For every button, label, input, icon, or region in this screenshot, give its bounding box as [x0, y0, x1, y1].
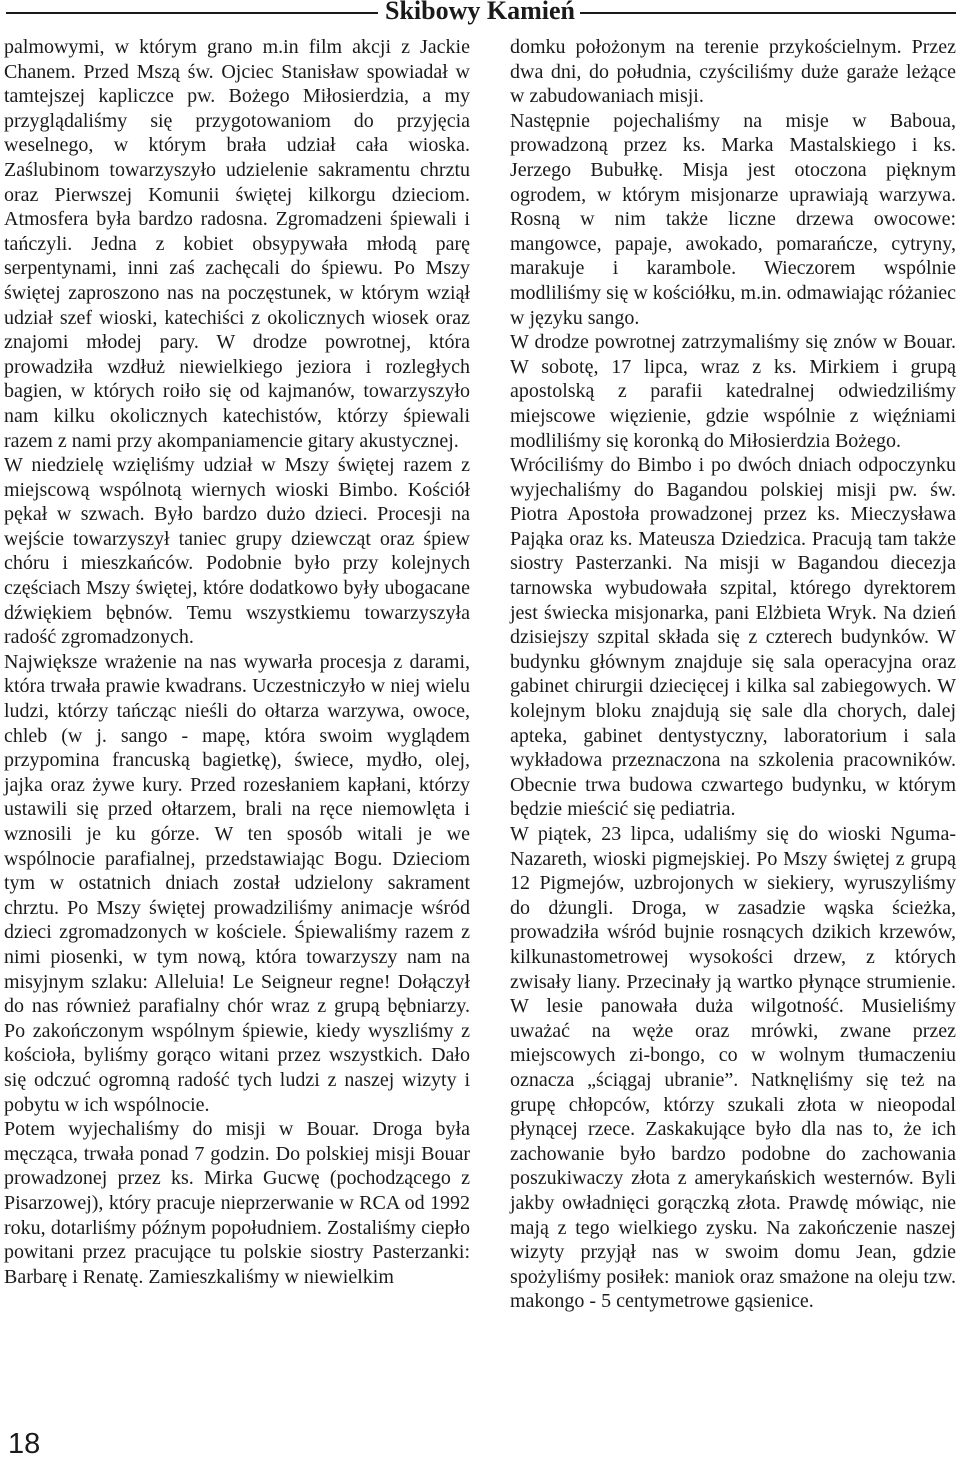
paragraph: domku położonym na terenie przykościelnym. Przez dwa dni, do południa, czyściliśmy duże garaże leżące w zabudowaniach misji. — [510, 36, 956, 108]
header-rule-right — [580, 12, 956, 14]
paragraph: Największe wrażenie na nas wywarła procesja z darami, która trwała prawie kwadrans. Uczestniczyło w niej wielu ludzi, którzy tańcząc nieśli do ołtarza warzywa, owoce, chleb (w j. sango - mapę, która swoim wyglądem przypomina francuską bagietkę), świece, mydło, olej, jajka oraz żywe kury. Przed rozesłaniem kapłani, którzy ustawili się przed ołtarzem, brali na ręce niemowlęta i wznosili je ku górze. W ten sposób witali je we wspólnocie parafialnej, przedstawiając Bogu. Dzieciom tym w ostatnich dniach został udzielony sakrament chrztu. Po Mszy świętej prowadziliśmy animacje wśród dzieci zgromadzonych w kościele. Śpiewaliśmy razem z nimi piosenki, w tym nową, która towarzyszy nam na misyjnym szlaku: Alleluia! Le Seigneur regne! Dołączył do nas również parafialny chór wraz z grupą bębniarzy. Po zakończonym wspólnym śpiewie, kiedy wyszliśmy z kościoła, byliśmy gorąco witani przez wszystkich. Dało się odczuć ogromną radość tych ludzi z naszej wizyty i pobytu w ich wspólnocie. — [4, 650, 470, 1116]
publication-title: Skibowy Kamień — [385, 0, 575, 25]
paragraph: W drodze powrotnej zatrzymaliśmy się znów w Bouar. W sobotę, 17 lipca, wraz z ks. Mirkiem i grupą apostolską z parafii katedralnej odwiedziliśmy miejscowe więzienie, gdzie wspólnie z więźniami modliliśmy się koronką do Miłosierdzia Bożego. — [510, 331, 956, 452]
header-rule-left — [6, 12, 378, 14]
paragraph: Następnie pojechaliśmy na misje w Baboua, prowadzoną przez ks. Marka Mastalskiego i ks. Jerzego Bubułkę. Misja jest otoczona pięknym ogrodem, w którym misjonarze uprawiają warzywa. Rosną w nim także liczne drzewa owocowe: mangowce, papaje, awokado, pomarańcze, cytryny, marakuje i karambole. Wieczorem wspólnie modliliśmy się w kościółku, m.in. odmawiając różaniec w języku sango. — [510, 109, 957, 329]
paragraph: W piątek, 23 lipca, udaliśmy się do wioski Nguma-Nazareth, wioski pigmejskiej. Po Mszy świętej z grupą 12 Pigmejów, uzbrojonych w siekiery, wyruszyliśmy do dżungli. Droga, w zasadzie wąska ścieżka, prowadziła wśród bujnie rosnących dzikich krzewów, kilkunastometrowej wysokości drzew, z których zwisały liany. Przecinały ją wartko płynące strumienie. W lesie panowała duża wilgotność. Musieliśmy uważać na węże oraz mrówki, zwane przez miejscowych zi-bongo, co w wolnym tłumaczeniu oznacza „ściągaj ubranie”. Natknęliśmy się też na grupę chłopców, którzy szukali złota w nieopodal płynącej rzece. Zaskakujące było dla nas to, że ich zachowanie było bardzo podobne do zachowania poszukiwaczy złota z amerykańskich westernów. Byli jakby owładnięci gorączką złota. Prawdę mówiąc, nie mają z tego wielkiego zysku. Na zakończenie naszej wizyty przyjął nas w swoim domu Jean, gdzie spożyliśmy posiłek: maniok oraz smażone na oleju tzw. makongo - 5 centymetrowe gąsienice. — [510, 823, 956, 1313]
paragraph: Wróciliśmy do Bimbo i po dwóch dniach odpoczynku wyjechaliśmy do Bagandou polskiej misji pw. św. Piotra Apostoła prowadzonej przez ks. Mieczysława Pająka oraz ks. Mateusza Dziedzica. Pracują tam także siostry Pasterzanki. Na misji w Bagandou diecezja tarnowska wybudowała szpital, którego dyrektorem jest świecka misjonarka, pani Elżbieta Wryk. Na dzień dzisiejszy szpital składa się z czterech budynków. W budynku głównym znajduje się sala operacyjna oraz gabinet chirurgii dziecięcej i kilka sal zabiegowych. W kolejnym bloku znajdują się sale dla chorych, dalej apteka, gabinet dentystyczny, laboratorium i sala wykładowa przeznaczona na szkolenia pracowników. Obecnie trwa budowa czwartego budynku, w którym będzie mieścić się pediatria. — [510, 454, 956, 821]
right-text-column — [510, 35, 956, 1314]
paragraph: palmowymi, w którym grano m.in film akcji z Jackie Chanem. Przed Mszą św. Ojciec Stanisław spowiadał w tamtejszej kapliczce pw. Bożego Miłosierdzia, a my przyglądaliśmy się przygotowaniom do przyjęcia weselnego, w którym brała udział cała wioska. Zaślubinom towarzyszyło udzielenie sakramentu chrztu oraz Pierwszej Komunii świętej kilkorgu dzieciom. Atmosfera była bardzo radosna. Zgromadzeni śpiewali i tańczyli. Jedna z kobiet obsypywała młodą parę serpentynami, inni zaś zachęcali do śpiewu. Po Mszy świętej zaproszono nas na poczęstunek, w którym wziął udział szef wioski, katechiści z okolicznych wiosek oraz znajomi młodej pary. W drodze powrotnej, która prowadziła wzdłuż niewielkiego jeziora i rozległych bagien, w których roiło się od kajmanów, towarzyszyło nam kilku okolicznych katechistów, którzy śpiewali razem z nami przy akompaniamencie gitary akustycznej. — [4, 36, 470, 452]
paragraph: W niedzielę wzięliśmy udział w Mszy świętej razem z miejscową wspólnotą wiernych wioski Bimbo. Kościół pękał w szwach. Było bardzo dużo dzieci. Procesji na wejście towarzyszył taniec grupy dziewcząt oraz śpiew chóru i mieszkańców. Podobnie było przy kolejnych częściach Mszy świętej, które dodatkowo były ubogacane dźwiękiem bębnów. Temu wszystkiemu towarzyszyła radość zgromadzonych. — [4, 454, 470, 649]
page-header — [0, 0, 960, 26]
page-number: 18 — [8, 1428, 41, 1460]
left-text-column — [4, 35, 470, 1289]
paragraph: Potem wyjechaliśmy do misji w Bouar. Droga była męcząca, trwała ponad 7 godzin. Do polskiej misji Bouar prowadzonej przez ks. Mirka Gucwę (pochodzącego z Pisarzowej), który pracuje nieprzerwanie w RCA od 1992 roku, dotarliśmy późnym popołudniem. Zostaliśmy ciepło powitani przez pracujące tu polskie siostry Pasterzanki: Barbarę i Renatę. Zamieszkaliśmy w niewielkim — [4, 1118, 470, 1288]
